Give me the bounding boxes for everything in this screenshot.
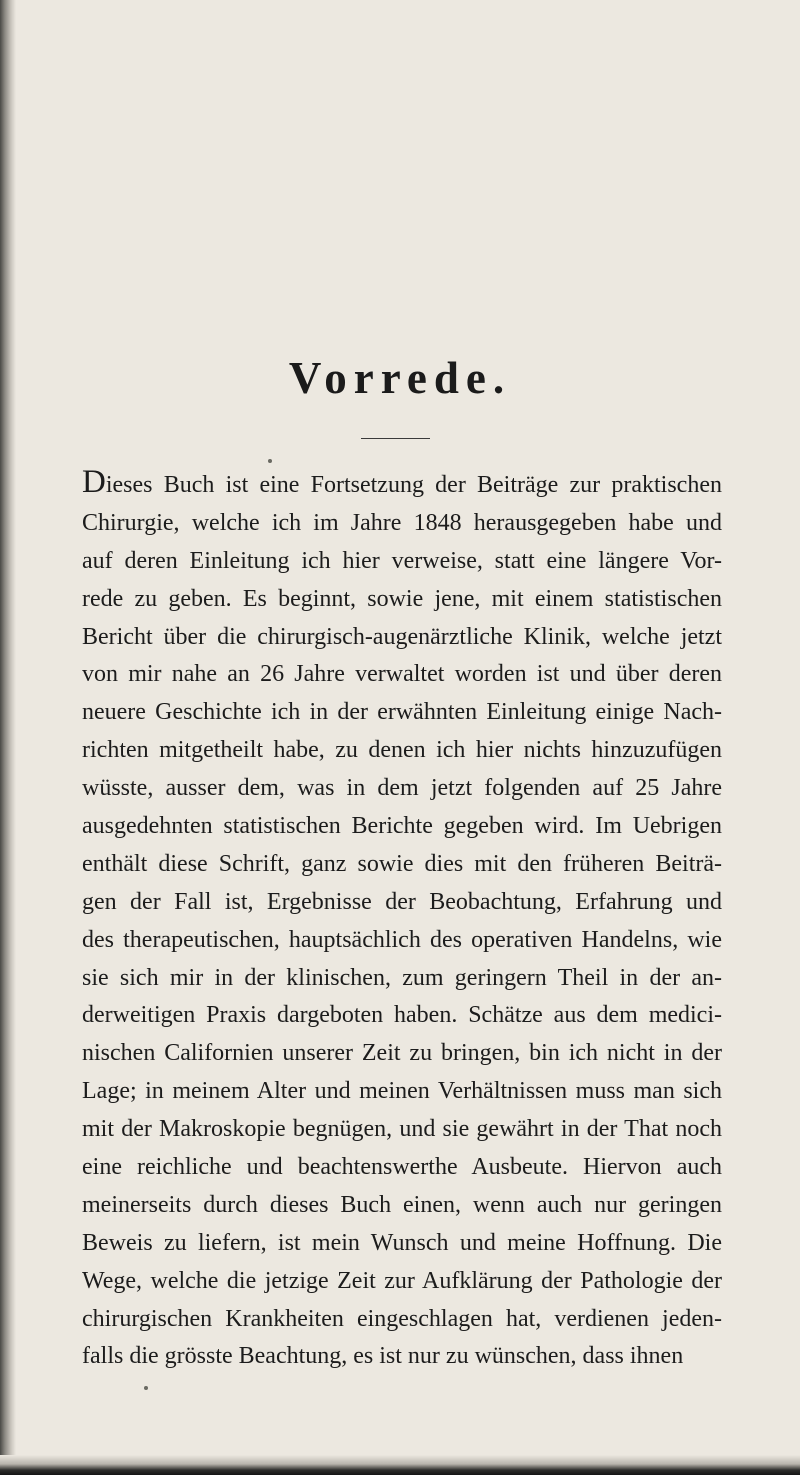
text-line: wüsste, ausser dem, was in dem jetzt folgenden auf 25 Jahre [82, 775, 722, 802]
preface-paragraph [82, 464, 722, 1376]
text-line: meinerseits durch dieses Buch einen, wenn auch nur geringen [82, 1191, 722, 1218]
text-line: Chirurgie, welche ich im Jahre 1848 herausgegeben habe und [82, 509, 722, 536]
text-line: Beweis zu liefern, ist mein Wunsch und meine Hoffnung. Die [82, 1229, 722, 1256]
text-line: derweitigen Praxis dargeboten haben. Schätze aus dem medici- [82, 1002, 722, 1029]
text-line: ausgedehnten statistischen Berichte gegeben wird. Im Uebrigen [82, 813, 722, 840]
text-line: falls die grösste Beachtung, es ist nur zu wünschen, dass ihnen [82, 1343, 684, 1370]
text-line: gen der Fall ist, Ergebnisse der Beobachtung, Erfahrung und [82, 888, 722, 915]
page-bottom-edge [0, 1455, 800, 1475]
text-line: mit der Makroskopie begnügen, und sie gewährt in der That noch [82, 1116, 722, 1143]
text-line: chirurgischen Krankheiten eingeschlagen hat, verdienen jeden- [82, 1305, 722, 1332]
paper-speck [268, 459, 272, 463]
text-line: nischen Californien unserer Zeit zu bringen, bin ich nicht in der [82, 1040, 722, 1067]
text-line: richten mitgetheilt habe, zu denen ich hier nichts hinzuzufügen [82, 737, 722, 764]
page-binding-edge [0, 0, 16, 1475]
text-line: eine reichliche und beachtenswerthe Ausbeute. Hiervon auch [82, 1154, 722, 1181]
paper-speck [144, 1386, 148, 1390]
text-line: sie sich mir in der klinischen, zum geringern Theil in der an- [82, 964, 722, 991]
text-line: neuere Geschichte ich in der erwähnten Einleitung einige Nach- [82, 699, 722, 726]
title-divider [361, 438, 430, 439]
text-line: Dieses Buch ist eine Fortsetzung der Beiträge zur praktischen [82, 464, 722, 500]
page-title: Vorrede. [288, 353, 512, 403]
text-line: rede zu geben. Es beginnt, sowie jene, mit einem statistischen [82, 585, 722, 612]
text-line: Lage; in meinem Alter und meinen Verhältnissen muss man sich [82, 1078, 722, 1105]
text-line: enthält diese Schrift, ganz sowie dies mit den früheren Beiträ- [82, 850, 722, 877]
text-line: des therapeutischen, hauptsächlich des operativen Handelns, wie [82, 926, 722, 953]
text-line: Wege, welche die jetzige Zeit zur Aufklärung der Pathologie der [82, 1267, 722, 1294]
text-line: auf deren Einleitung ich hier verweise, statt eine längere Vor- [82, 547, 722, 574]
drop-cap: D [82, 464, 106, 500]
text-line: von mir nahe an 26 Jahre verwaltet worden ist und über deren [82, 661, 722, 688]
text-line: Bericht über die chirurgisch-augenärztliche Klinik, welche jetzt [82, 623, 722, 650]
